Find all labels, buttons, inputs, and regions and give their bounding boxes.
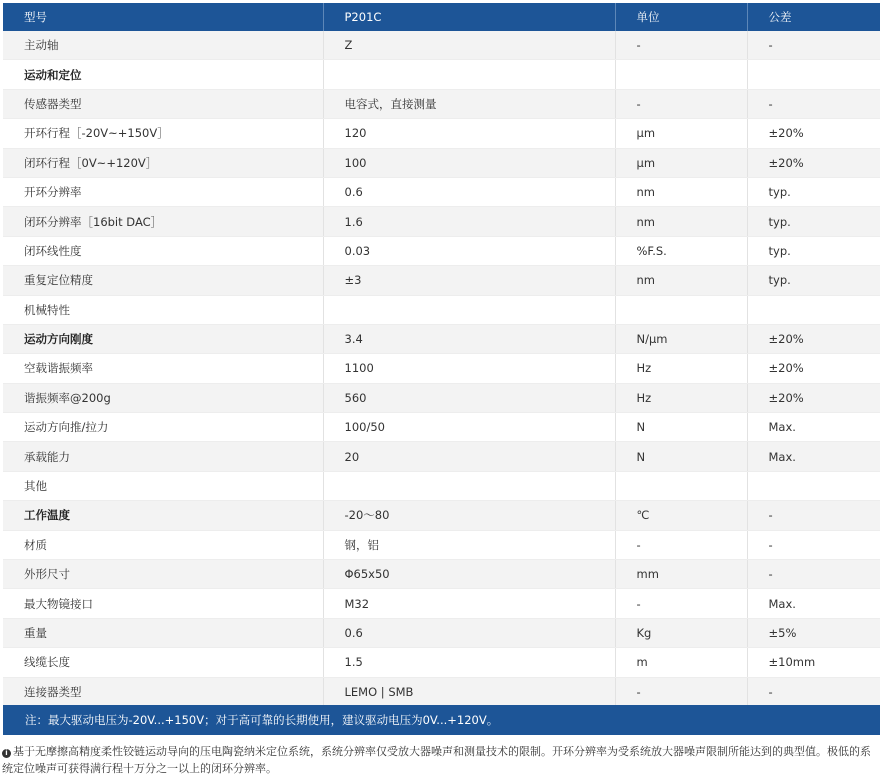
- spec-value: [323, 471, 615, 500]
- spec-tolerance: [747, 60, 880, 89]
- spec-unit: nm: [615, 266, 747, 295]
- table-row: [3, 648, 880, 677]
- spec-value: 0.6: [323, 177, 615, 206]
- spec-label: 重复定位精度: [3, 266, 323, 295]
- spec-label: 机械特性: [3, 295, 323, 324]
- spec-tolerance: typ.: [747, 207, 880, 236]
- spec-label: 闭环分辨率［16bit DAC］: [3, 207, 323, 236]
- spec-value: 20: [323, 442, 615, 471]
- spec-tolerance: -: [747, 677, 880, 706]
- table-row: [3, 383, 880, 412]
- table-row: [3, 295, 880, 324]
- spec-tolerance: [747, 471, 880, 500]
- spec-unit: [615, 60, 747, 89]
- spec-unit: ℃: [615, 501, 747, 530]
- spec-value: 100/50: [323, 413, 615, 442]
- voltage-note-text: 注：最大驱动电压为-20V...+150V；对于高可靠的长期使用，建议驱动电压为0V...+120V。: [25, 713, 499, 727]
- table-row: [3, 471, 880, 500]
- spec-value: M32: [323, 589, 615, 618]
- spec-unit: [615, 471, 747, 500]
- spec-value: 3.4: [323, 324, 615, 353]
- spec-value: [323, 60, 615, 89]
- spec-unit: μm: [615, 119, 747, 148]
- spec-tolerance: -: [747, 530, 880, 559]
- spec-tolerance: typ.: [747, 177, 880, 206]
- spec-value: [323, 295, 615, 324]
- spec-unit: N/μm: [615, 324, 747, 353]
- spec-tolerance: typ.: [747, 236, 880, 265]
- table-header-row: [3, 3, 880, 31]
- spec-tolerance: Max.: [747, 589, 880, 618]
- table-row: [3, 31, 880, 60]
- header-model: 型号: [3, 3, 323, 31]
- spec-label: 开环行程［-20V~+150V］: [3, 119, 323, 148]
- spec-tolerance: -: [747, 89, 880, 118]
- spec-tolerance: ±20%: [747, 354, 880, 383]
- table-row: [3, 236, 880, 265]
- spec-unit: m: [615, 648, 747, 677]
- table-row: [3, 589, 880, 618]
- spec-value: 钢，铝: [323, 530, 615, 559]
- spec-tolerance: ±20%: [747, 324, 880, 353]
- table-row: [3, 60, 880, 89]
- spec-unit: -: [615, 89, 747, 118]
- spec-label: 最大物镜接口: [3, 589, 323, 618]
- spec-unit: %F.S.: [615, 236, 747, 265]
- spec-label: 闭环线性度: [3, 236, 323, 265]
- spec-tolerance: ±20%: [747, 119, 880, 148]
- spec-value: 0.03: [323, 236, 615, 265]
- table-row: [3, 618, 880, 647]
- spec-label: 重量: [3, 618, 323, 647]
- spec-unit: -: [615, 677, 747, 706]
- spec-label: 其他: [3, 471, 323, 500]
- spec-tolerance: ±20%: [747, 148, 880, 177]
- spec-unit: Kg: [615, 618, 747, 647]
- spec-label: 工作温度: [3, 501, 323, 530]
- table-row: [3, 119, 880, 148]
- spec-label: 主动轴: [3, 31, 323, 60]
- footnote: [2, 743, 880, 777]
- table-row: [3, 677, 880, 706]
- spec-label: 外形尺寸: [3, 560, 323, 589]
- spec-tolerance: ±20%: [747, 383, 880, 412]
- spec-unit: Hz: [615, 354, 747, 383]
- spec-tolerance: -: [747, 560, 880, 589]
- spec-label: 传感器类型: [3, 89, 323, 118]
- voltage-note: [3, 705, 880, 735]
- spec-unit: -: [615, 589, 747, 618]
- spec-value: 1.6: [323, 207, 615, 236]
- spec-value: -20～80: [323, 501, 615, 530]
- spec-unit: μm: [615, 148, 747, 177]
- header-product: P201C: [323, 3, 615, 31]
- spec-unit: nm: [615, 207, 747, 236]
- spec-tolerance: ±5%: [747, 618, 880, 647]
- spec-value: LEMO | SMB: [323, 677, 615, 706]
- spec-label: 开环分辨率: [3, 177, 323, 206]
- spec-unit: -: [615, 530, 747, 559]
- spec-value: 120: [323, 119, 615, 148]
- spec-value: Z: [323, 31, 615, 60]
- header-tolerance: 公差: [747, 3, 880, 31]
- table-row: [3, 501, 880, 530]
- spec-unit: N: [615, 442, 747, 471]
- table-row: [3, 560, 880, 589]
- table-row: [3, 177, 880, 206]
- spec-label: 空载谐振频率: [3, 354, 323, 383]
- footnote-text: 基于无摩擦高精度柔性铰链运动导向的压电陶瓷纳米定位系统，系统分辨率仅受放大器噪声和测量技术的限制。开环分辨率为受系统放大器噪声限制所能达到的典型值。极低的系统定位噪声可获得满行程十万分之一以上的闭环分辨率。: [2, 745, 871, 775]
- table-row: [3, 266, 880, 295]
- spec-unit: Hz: [615, 383, 747, 412]
- table-row: [3, 354, 880, 383]
- spec-unit: mm: [615, 560, 747, 589]
- spec-unit: -: [615, 31, 747, 60]
- info-icon: i: [2, 749, 11, 758]
- table-row: [3, 442, 880, 471]
- spec-label: 谐振频率@200g: [3, 383, 323, 412]
- spec-value: 1100: [323, 354, 615, 383]
- spec-tolerance: -: [747, 31, 880, 60]
- spec-table: [3, 3, 880, 707]
- spec-label: 材质: [3, 530, 323, 559]
- spec-value: 0.6: [323, 618, 615, 647]
- spec-value: 1.5: [323, 648, 615, 677]
- table-row: [3, 324, 880, 353]
- spec-label: 运动方向刚度: [3, 324, 323, 353]
- spec-tolerance: ±10mm: [747, 648, 880, 677]
- table-row: [3, 89, 880, 118]
- spec-tolerance: Max.: [747, 413, 880, 442]
- table-row: [3, 413, 880, 442]
- spec-label: 承载能力: [3, 442, 323, 471]
- spec-unit: [615, 295, 747, 324]
- spec-value: 100: [323, 148, 615, 177]
- spec-unit: N: [615, 413, 747, 442]
- spec-label: 线缆长度: [3, 648, 323, 677]
- spec-tolerance: Max.: [747, 442, 880, 471]
- spec-label: 运动和定位: [3, 60, 323, 89]
- spec-label: 运动方向推/拉力: [3, 413, 323, 442]
- spec-value: 560: [323, 383, 615, 412]
- spec-label: 闭环行程［0V~+120V］: [3, 148, 323, 177]
- table-row: [3, 207, 880, 236]
- header-unit: 单位: [615, 3, 747, 31]
- spec-value: Φ65x50: [323, 560, 615, 589]
- spec-tolerance: -: [747, 501, 880, 530]
- spec-tolerance: [747, 295, 880, 324]
- spec-value: ±3: [323, 266, 615, 295]
- spec-tolerance: typ.: [747, 266, 880, 295]
- spec-label: 连接器类型: [3, 677, 323, 706]
- spec-value: 电容式，直接测量: [323, 89, 615, 118]
- table-row: [3, 530, 880, 559]
- spec-unit: nm: [615, 177, 747, 206]
- table-row: [3, 148, 880, 177]
